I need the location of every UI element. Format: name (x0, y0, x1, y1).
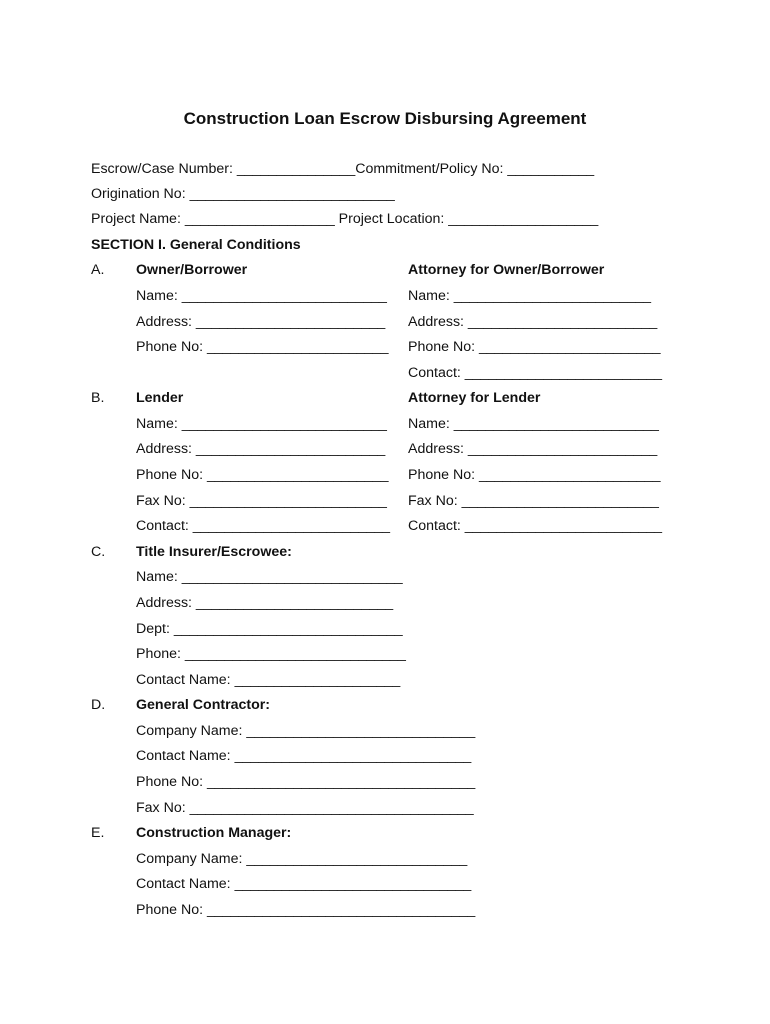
general-contractor-heading: General Contractor: (136, 697, 271, 713)
construction-manager-heading: Construction Manager: (136, 825, 292, 841)
owner-address-line: Address: ________________________ (136, 314, 386, 330)
attorney-owner-phone-line: Phone No: _______________________ (408, 339, 661, 355)
escrow-case-number-line: Escrow/Case Number: _______________Commitment/Policy No: ___________ (91, 161, 595, 177)
title-insurer-heading: Title Insurer/Escrowee: (136, 544, 292, 560)
lender-phone-line: Phone No: _______________________ (136, 467, 389, 483)
contractor-fax-line: Fax No: ____________________________________ (136, 800, 474, 816)
section-a-letter: A. (91, 262, 105, 278)
title-insurer-phone-line: Phone: ____________________________ (136, 646, 406, 662)
attorney-lender-heading: Attorney for Lender (408, 390, 541, 406)
attorney-lender-address-line: Address: ________________________ (408, 441, 658, 457)
lender-contact-line: Contact: _________________________ (136, 518, 391, 534)
title-insurer-contact-line: Contact Name: _____________________ (136, 672, 401, 688)
manager-contact-line: Contact Name: ______________________________ (136, 876, 472, 892)
attorney-lender-name-line: Name: __________________________ (408, 416, 659, 432)
document-title: Construction Loan Escrow Disbursing Agreement (183, 109, 587, 128)
origination-number-line: Origination No: __________________________ (91, 186, 395, 202)
manager-phone-line: Phone No: __________________________________ (136, 902, 476, 918)
lender-name-line: Name: __________________________ (136, 416, 387, 432)
attorney-owner-contact-line: Contact: _________________________ (408, 365, 663, 381)
title-insurer-dept-line: Dept: _____________________________ (136, 621, 403, 637)
owner-phone-line: Phone No: _______________________ (136, 339, 389, 355)
contractor-company-line: Company Name: _____________________________ (136, 723, 476, 739)
attorney-owner-name-line: Name: _________________________ (408, 288, 651, 304)
section-d-letter: D. (91, 697, 106, 713)
title-insurer-address-line: Address: _________________________ (136, 595, 394, 611)
title-insurer-name-line: Name: ____________________________ (136, 569, 403, 585)
attorney-lender-phone-line: Phone No: _______________________ (408, 467, 661, 483)
manager-company-line: Company Name: ____________________________ (136, 851, 468, 867)
attorney-owner-heading: Attorney for Owner/Borrower (408, 262, 605, 278)
section-e-letter: E. (91, 825, 105, 841)
owner-borrower-heading: Owner/Borrower (136, 262, 248, 278)
project-name-line: Project Name: ___________________ Project Location: ___________________ (91, 211, 599, 227)
contractor-contact-line: Contact Name: ______________________________ (136, 748, 472, 764)
section-b-letter: B. (91, 390, 105, 406)
owner-name-line: Name: __________________________ (136, 288, 387, 304)
contractor-phone-line: Phone No: __________________________________ (136, 774, 476, 790)
lender-address-line: Address: ________________________ (136, 441, 386, 457)
section-title: SECTION I. General Conditions (91, 237, 301, 253)
section-c-letter: C. (91, 544, 106, 560)
attorney-lender-fax-line: Fax No: _________________________ (408, 493, 659, 509)
lender-fax-line: Fax No: _________________________ (136, 493, 387, 509)
attorney-owner-address-line: Address: ________________________ (408, 314, 658, 330)
lender-heading: Lender (136, 390, 184, 406)
attorney-lender-contact-line: Contact: _________________________ (408, 518, 663, 534)
